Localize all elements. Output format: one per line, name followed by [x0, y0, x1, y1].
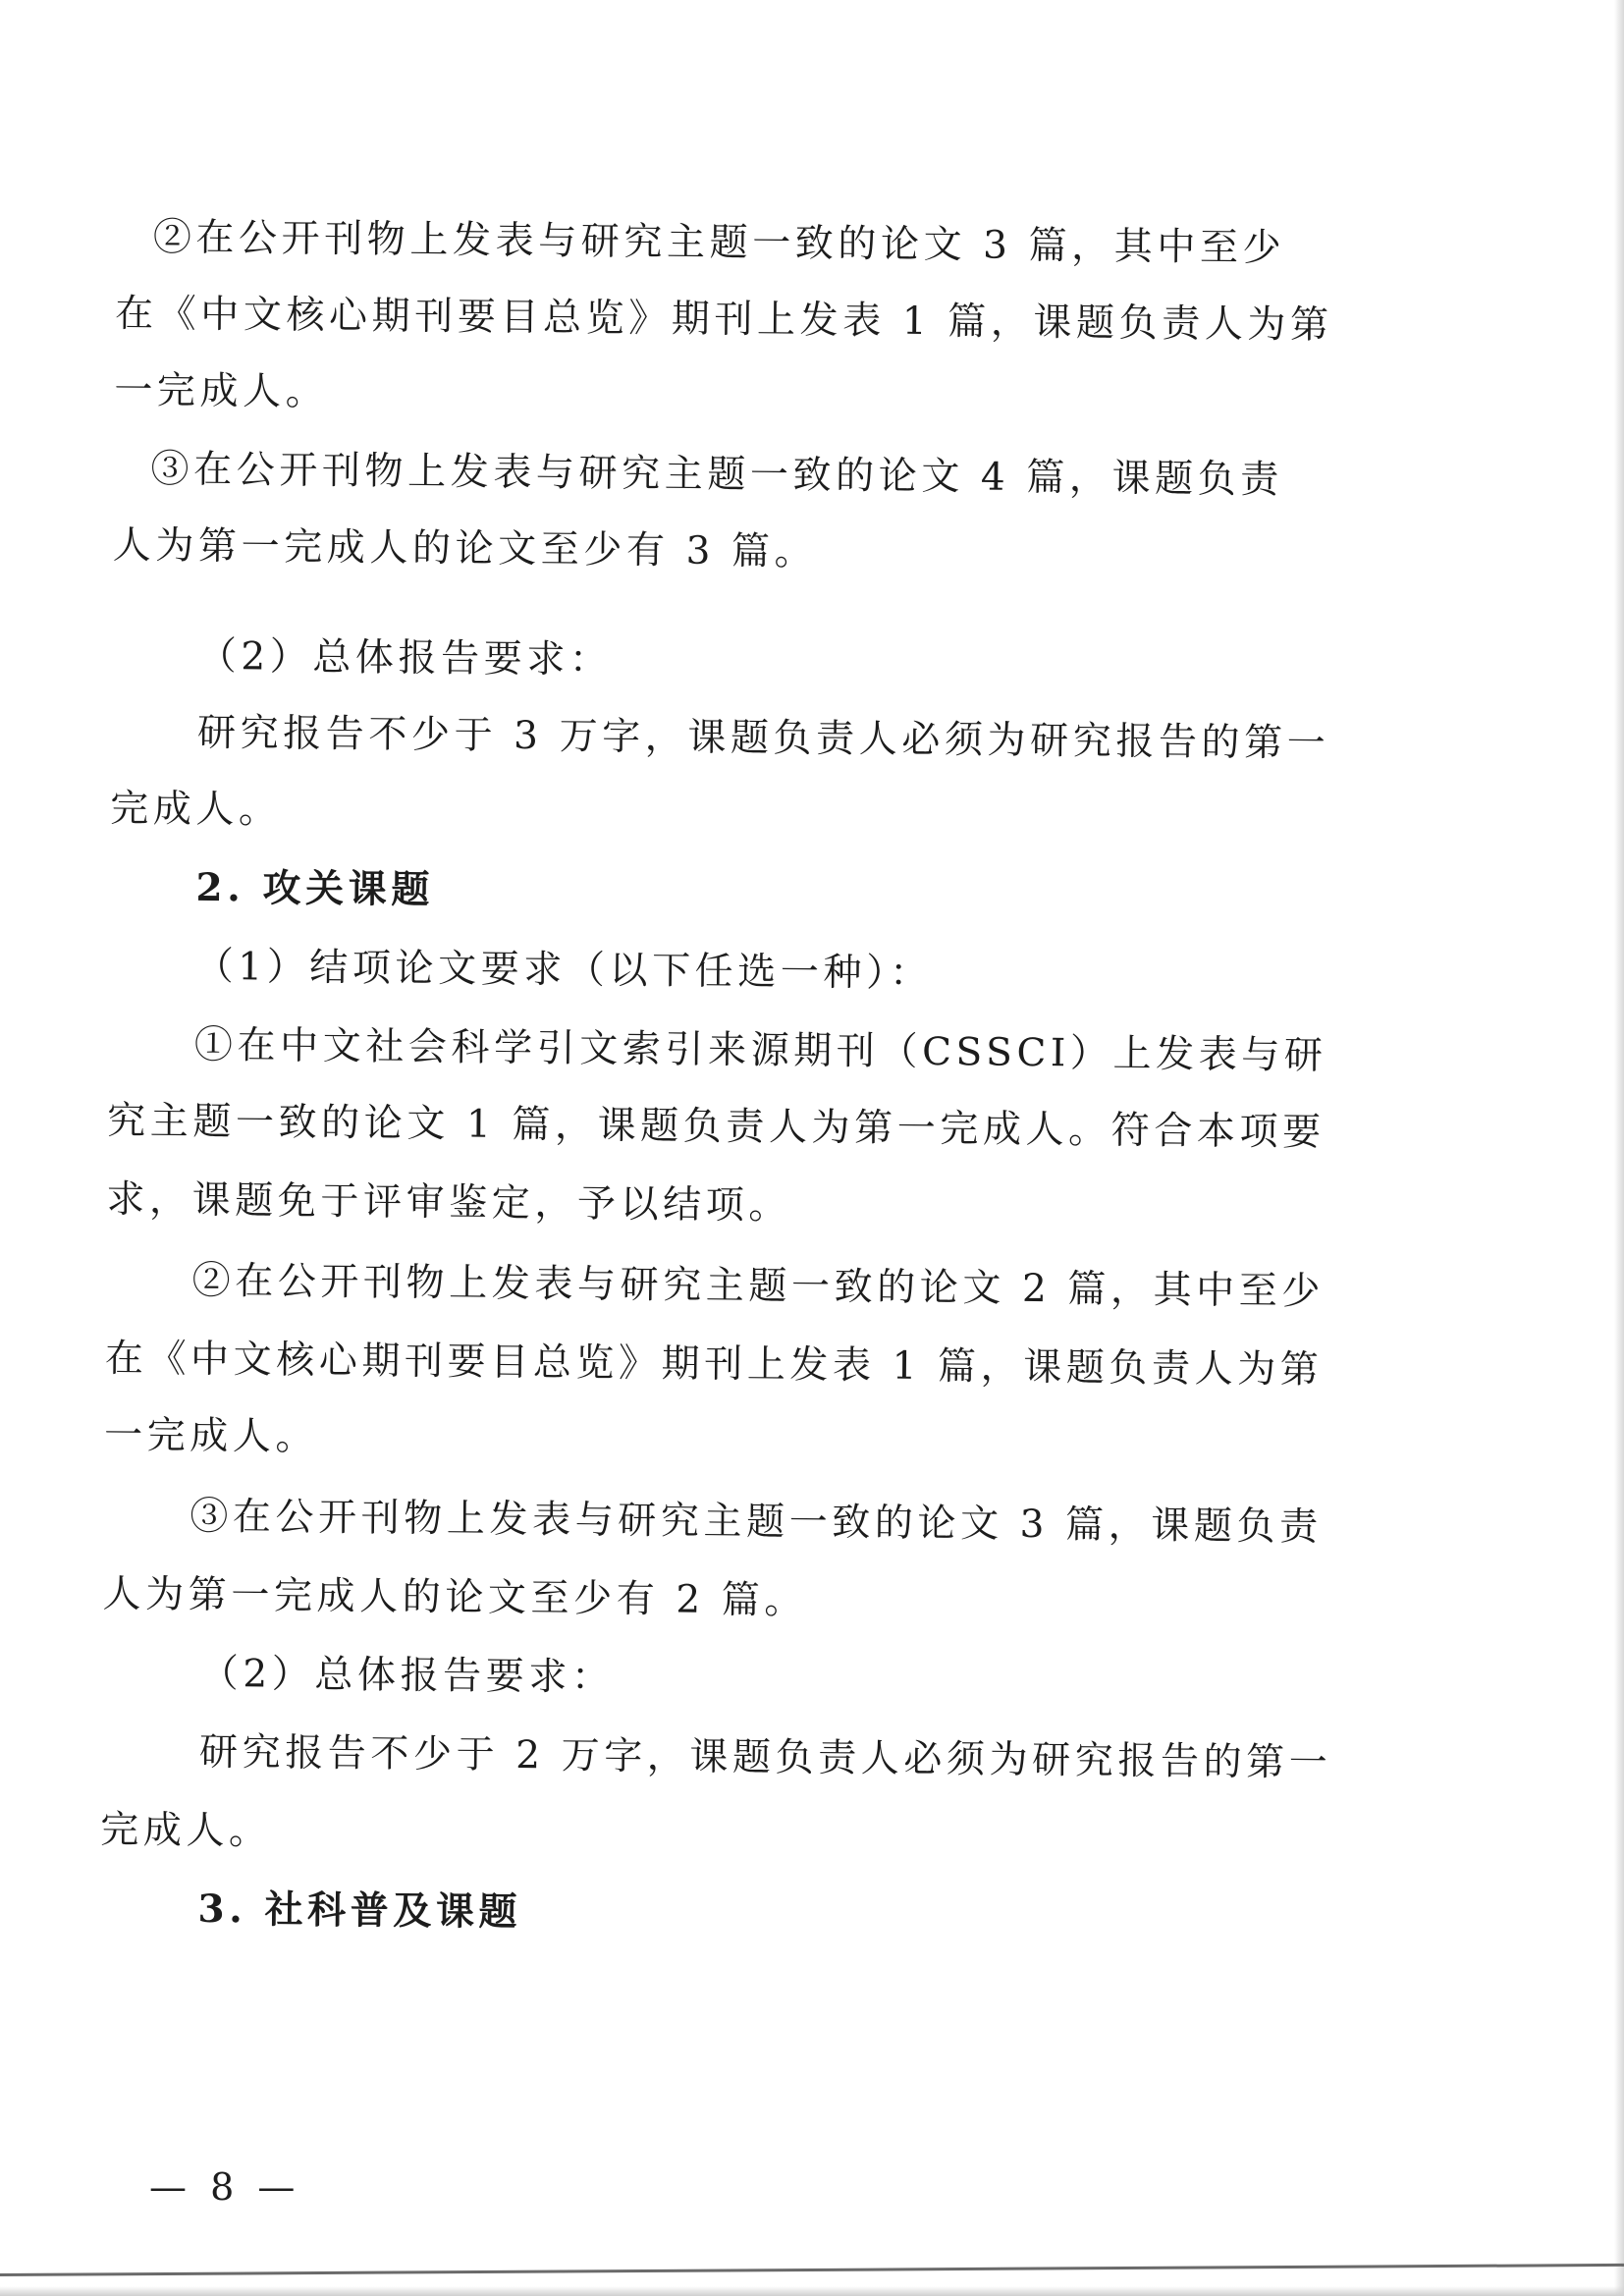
section-heading: 2. 攻关课题: [195, 864, 435, 913]
paragraph-line: 研究报告不少于 3 万字，课题负责人必须为研究报告的第一: [196, 710, 1330, 766]
paragraph-line: ②在公开刊物上发表与研究主题一致的论文 2 篇，其中至少: [191, 1258, 1326, 1314]
paragraph-line: ③在公开刊物上发表与研究主题一致的论文 3 篇，课题负责: [189, 1494, 1323, 1550]
paragraph-line: 一完成人。: [103, 1412, 319, 1460]
paragraph-line: ②在公开刊物上发表与研究主题一致的论文 3 篇，其中至少: [152, 215, 1286, 271]
section-heading: 3. 社科普及课题: [197, 1886, 522, 1936]
paragraph-line: 完成人。: [100, 1807, 272, 1854]
paragraph-line: 一完成人。: [114, 367, 329, 415]
paragraph-line: 完成人。: [110, 786, 282, 833]
paragraph-line: 人为第一完成人的论文至少有 2 篇。: [102, 1571, 808, 1623]
subsection-heading: （2）总体报告要求：: [199, 1651, 615, 1700]
subsection-heading: （2）总体报告要求：: [197, 633, 613, 683]
paragraph-line: 人为第一完成人的论文至少有 3 篇。: [112, 522, 818, 574]
paragraph-line: ③在公开刊物上发表与研究主题一致的论文 4 篇，课题负责: [150, 447, 1284, 503]
paragraph-line: 求，课题免于评审鉴定，予以结项。: [106, 1176, 792, 1229]
paragraph-line: 在《中文核心期刊要目总览》期刊上发表 1 篇，课题负责人为第: [104, 1336, 1324, 1393]
paragraph-line: 研究报告不少于 2 万字，课题负责人必须为研究报告的第一: [198, 1729, 1332, 1785]
paragraph-line: 究主题一致的论文 1 篇，课题负责人为第一完成人。符合本项要: [106, 1098, 1326, 1155]
page-number: — 8 —: [149, 2165, 301, 2209]
paragraph-line: 在《中文核心期刊要目总览》期刊上发表 1 篇，课题负责人为第: [114, 291, 1333, 348]
document-body: [100, 215, 1348, 1936]
paragraph-line: ①在中文社会科学引文索引来源期刊（CSSCI）上发表与研: [193, 1022, 1327, 1078]
subsection-heading: （1）结项论文要求（以下任选一种）：: [194, 944, 933, 997]
scan-edge-shadow: [0, 2286, 1624, 2296]
scan-edge-line: [0, 2264, 1624, 2276]
scan-edge-shadow: [1614, 0, 1624, 2296]
